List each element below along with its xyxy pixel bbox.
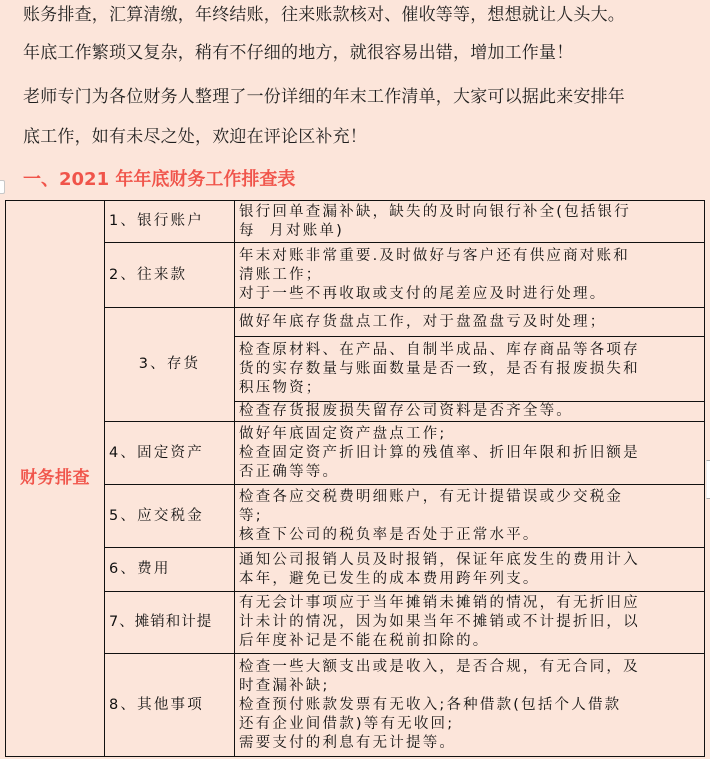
desc-line: 检查固定资产折旧计算的残值率、折旧年限和折旧额是 bbox=[239, 444, 640, 461]
desc-line: 做好年底存货盘点工作，对于盘盈盘亏及时处理； bbox=[239, 313, 607, 330]
desc-cell bbox=[235, 422, 705, 485]
desc-cell bbox=[235, 308, 705, 337]
intro-paragraph-1: 账务排查，汇算清缴，年终结账，往来账款核对、催收等等，想想就让人头大。 bbox=[23, 5, 625, 25]
desc-line: 检查预付账款发票有无收入;各种借款(包括个人借款 bbox=[239, 696, 622, 713]
table-row bbox=[6, 422, 705, 485]
table-resize-marker[interactable] bbox=[706, 460, 710, 499]
item-cell: 6、费用 bbox=[105, 548, 235, 592]
desc-line: 否正确等等。 bbox=[239, 463, 340, 480]
desc-line: 时查漏补缺; bbox=[239, 677, 330, 694]
intro-paragraph-2: 年底工作繁琐又复杂，稍有不仔细的地方，就很容易出错，增加工作量！ bbox=[23, 43, 574, 63]
desc-cell bbox=[235, 402, 705, 422]
table-row bbox=[6, 308, 705, 337]
intro-paragraph-3: 老师专门为各位财务人整理了一份详细的年末工作清单，大家可以据此来安排年 bbox=[23, 87, 625, 107]
desc-line: 清账工作； bbox=[239, 266, 323, 283]
desc-line: 检查存货报废损失留存公司资料是否齐全等。 bbox=[239, 403, 573, 419]
item-cell: 8、其他事项 bbox=[105, 654, 235, 757]
table-move-handle[interactable] bbox=[0, 180, 5, 194]
table-row bbox=[6, 592, 705, 654]
desc-line: 通知公司报销人员及时报销，保证年底发生的费用计入 bbox=[239, 551, 640, 568]
desc-line: 核查下公司的税负率是否处于正常水平。 bbox=[239, 526, 540, 543]
desc-cell bbox=[235, 485, 705, 548]
desc-line: 有无会计事项应于当年摊销未摊销的情况，有无折旧应 bbox=[239, 595, 640, 611]
desc-line: 货的实存数量与账面数量是否一致，是否有报废损失和 bbox=[239, 360, 640, 377]
desc-line: 积压物资； bbox=[239, 379, 323, 396]
item-cell: 7、摊销和计提 bbox=[105, 592, 235, 654]
desc-line: 计未计的情况，因为如果当年不摊销或不计提折旧，以 bbox=[239, 614, 640, 630]
desc-line: 检查原材料、在产品、自制半成品、库存商品等各项存 bbox=[239, 341, 640, 358]
desc-cell bbox=[235, 654, 705, 757]
item-cell: 3、存货 bbox=[105, 308, 235, 422]
desc-line: 还有企业间借款)等有无收回; bbox=[239, 715, 455, 732]
desc-line: 做好年底固定资产盘点工作; bbox=[239, 425, 447, 442]
desc-line: 等; bbox=[239, 507, 263, 524]
desc-cell bbox=[235, 337, 705, 402]
desc-line: 后年度补记是不能在税前扣除的。 bbox=[239, 633, 490, 649]
desc-line: 检查一些大额支出或是收入，是否合规，有无合同，及 bbox=[239, 658, 640, 675]
desc-line: 银行回单查漏补缺，缺失的及时向银行补全(包括银行 bbox=[239, 203, 631, 220]
table-row bbox=[6, 654, 705, 757]
item-cell: 1、银行账户 bbox=[105, 201, 235, 243]
intro-paragraph-4: 底工作，如有未尽之处，欢迎在评论区补充！ bbox=[23, 127, 367, 147]
table-row bbox=[6, 243, 705, 308]
item-cell: 2、往来款 bbox=[105, 243, 235, 308]
desc-line: 本年，避免已发生的成本费用跨年列支。 bbox=[239, 570, 540, 587]
item-cell: 5、应交税金 bbox=[105, 485, 235, 548]
desc-line: 对于一些不再收取或支付的尾差应及时进行处理。 bbox=[239, 285, 607, 302]
category-cell: 财务排查 bbox=[6, 201, 105, 757]
desc-line: 检查各应交税费明细账户，有无计提错误或少交税金 bbox=[239, 488, 624, 505]
year-end-checklist-table bbox=[5, 200, 705, 757]
desc-line: 每 月对账单) bbox=[239, 222, 344, 239]
desc-cell bbox=[235, 548, 705, 592]
table-row bbox=[6, 201, 705, 243]
desc-line: 年末对账非常重要.及时做好与客户还有供应商对账和 bbox=[239, 247, 630, 264]
table-row bbox=[6, 485, 705, 548]
item-cell: 4、固定资产 bbox=[105, 422, 235, 485]
desc-line: 需要支付的利息有无计提等。 bbox=[239, 734, 457, 751]
section-heading: 一、2021 年年底财务工作排查表 bbox=[23, 169, 296, 190]
desc-cell bbox=[235, 243, 705, 308]
table-row bbox=[6, 548, 705, 592]
desc-cell bbox=[235, 592, 705, 654]
desc-cell bbox=[235, 201, 705, 243]
